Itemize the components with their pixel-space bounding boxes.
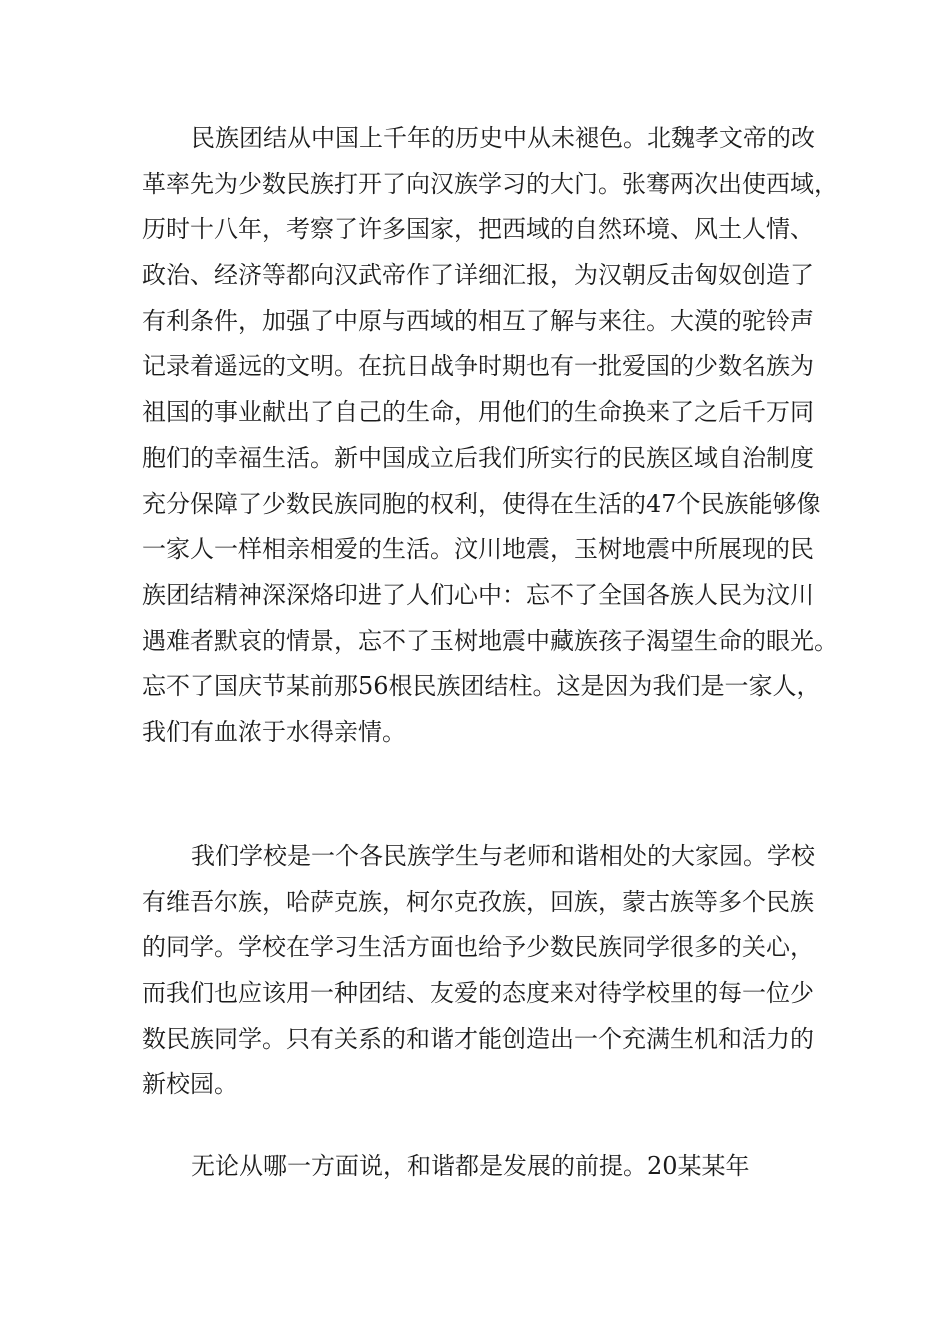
text-line: 胞们的幸福生活。新中国成立后我们所实行的民族区域自治制度: [142, 443, 814, 472]
text-line: 祖国的事业献出了自己的生命，用他们的生命换来了之后千万同: [142, 398, 814, 427]
text-line: 遇难者默哀的情景，忘不了玉树地震中藏族孩子渴望生命的眼光。: [142, 626, 838, 655]
text-line: 忘不了国庆节某前那56根民族团结柱。这是因为我们是一家人，: [142, 672, 821, 701]
text-line: 有维吾尔族，哈萨克族，柯尔克孜族，回族，蒙古族等多个民族: [142, 887, 814, 916]
text-line: 有利条件，加强了中原与西域的相互了解与来往。大漠的驼铃声: [142, 306, 814, 335]
text-line: 记录着遥远的文明。在抗日战争时期也有一批爱国的少数名族为: [142, 352, 814, 381]
paragraph-national-unity-history: [142, 116, 838, 756]
paragraph-school-harmony: [142, 834, 815, 1108]
text-line: 一家人一样相亲相爱的生活。汶川地震，玉树地震中所展现的民: [142, 535, 814, 564]
text-line: 新校园。: [142, 1070, 238, 1099]
text-line: 民族团结从中国上千年的历史中从未褪色。北魏孝文帝的改: [191, 124, 815, 152]
text-line: 革率先为少数民族打开了向汉族学习的大门。张骞两次出使西域，: [142, 169, 838, 198]
text-line: 我们有血浓于水得亲情。: [142, 717, 406, 746]
paragraph-harmony-development: [142, 1144, 812, 1190]
text-line: 族团结精神深深烙印进了人们心中：忘不了全国各族人民为汶川: [142, 580, 814, 609]
text-line: 政治、经济等都向汉武帝作了详细汇报，为汉朝反击匈奴创造了: [142, 261, 814, 290]
text-line: 无论从哪一方面说，和谐都是发展的前提。20某某年: [191, 1152, 750, 1180]
text-line: 而我们也应该用一种团结、友爱的态度来对待学校里的每一位少: [142, 979, 814, 1008]
text-line: 我们学校是一个各民族学生与老师和谐相处的大家园。学校: [191, 842, 815, 870]
text-line: 充分保障了少数民族同胞的权利，使得在生活的47个民族能够像: [142, 489, 821, 518]
text-line: 历时十八年，考察了许多国家，把西域的自然环境、风土人情、: [142, 215, 814, 244]
text-line: 的同学。学校在学习生活方面也给予少数民族同学很多的关心，: [142, 933, 814, 962]
text-line: 数民族同学。只有关系的和谐才能创造出一个充满生机和活力的: [142, 1024, 814, 1053]
